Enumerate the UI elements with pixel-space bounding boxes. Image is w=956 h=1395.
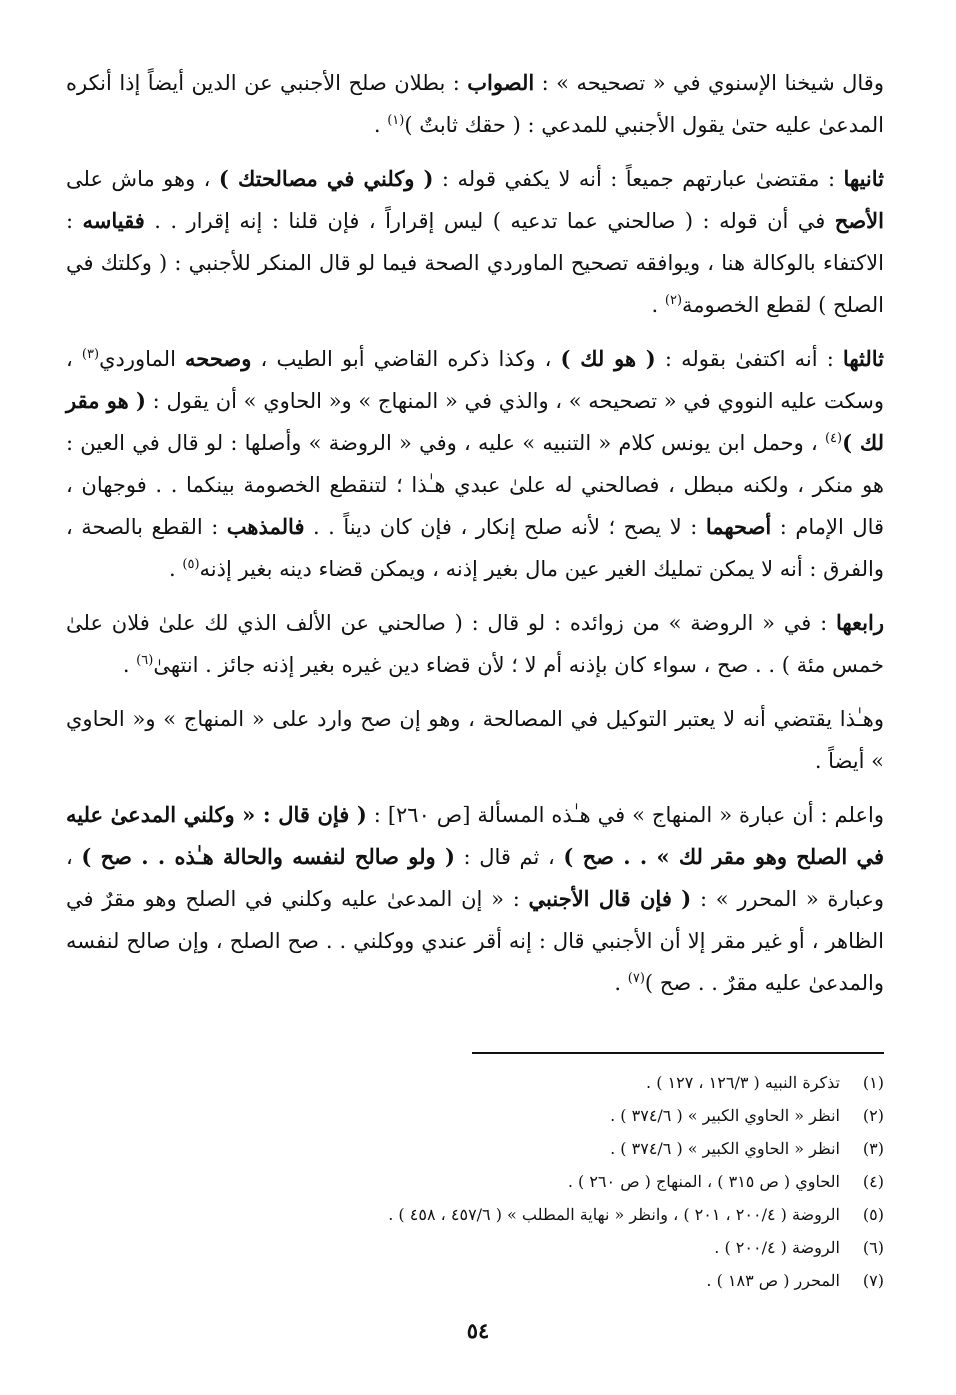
paragraph — [66, 338, 884, 590]
text-run: . — [373, 113, 388, 137]
footnote-number: (٢) — [862, 1106, 884, 1125]
text-run: : في « الروضة » من زوائده : لو قال : ( صالحني عن الألف الذي لك علىٰ فلان علىٰ خمس مئة ) . . صح ، سواء كان بإذنه أم لا ؛ لأن قضاء دين غيره بغير إذنه جائز . انتهىٰ — [66, 611, 884, 677]
bold-text: الصواب — [467, 70, 535, 95]
paragraph — [66, 602, 884, 686]
footnote-number: (٥) — [862, 1205, 884, 1224]
paragraph — [66, 62, 884, 146]
paragraph — [66, 698, 884, 782]
bold-text: الأصح — [834, 208, 884, 233]
bold-text: ثانيها — [843, 166, 885, 191]
bold-text: ( هو لك ) — [560, 346, 656, 371]
footnote-text: الروضة ( ٢٠٠/٤ ) . — [714, 1238, 840, 1257]
text-run: الماوردي — [99, 347, 186, 371]
text-run: ، وعبارة « المحرر » : — [66, 845, 884, 911]
footnote — [66, 1264, 884, 1297]
footnote-text: انظر « الحاوي الكبير » ( ٣٧٤/٦ ) . — [610, 1139, 840, 1158]
bold-text: ( فإن قال : « وكلني المدعىٰ عليه في الصلح وهو مقر لك » . . صح ) — [66, 802, 885, 869]
bold-text: ( فإن قال الأجنبي — [528, 886, 692, 911]
footnote-text: المحرر ( ص ١٨٣ ) . — [706, 1271, 840, 1290]
footnote-number: (٧) — [862, 1271, 884, 1290]
text-run: : الاكتفاء بالوكالة هنا ، ويوافقه تصحيح الماوردي الصحة فيما لو قال المنكر للأجنبي : ( وكلتك في الصلح ) لقطع الخصومة — [66, 209, 884, 317]
bold-text: فالمذهب — [226, 514, 305, 539]
footnote-ref[interactable]: (١) — [387, 113, 405, 128]
footnote-number: (٣) — [862, 1139, 884, 1158]
text-run: ، وكذا ذكره القاضي أبو الطيب ، — [251, 347, 561, 371]
bold-text: فقياسه — [82, 208, 145, 233]
text-run: : بطلان صلح الأجنبي عن الدين أيضاً إذا أنكره المدعىٰ عليه حتىٰ يقول الأجنبي للمدعي : ( حقك ثابتٌ ) — [66, 71, 884, 137]
footnote-ref[interactable]: (٦) — [136, 653, 154, 668]
footnote-ref[interactable]: (٢) — [664, 293, 683, 308]
bold-text: وصححه — [185, 346, 252, 371]
paragraph — [66, 794, 884, 1004]
footnote-separator — [472, 1052, 884, 1054]
text-run: وهـٰذا يقتضي أنه لا يعتبر التوكيل في المصالحة ، وهو إن صح وارد على « المنهاج » و« الحاوي » أيضاً . — [66, 707, 884, 773]
text-run: وقال شيخنا الإسنوي في « تصحيحه » : — [534, 71, 884, 95]
footnote — [66, 1066, 884, 1099]
footnote-number: (٤) — [862, 1172, 884, 1191]
page-number: ٥٤ — [466, 1318, 490, 1343]
text-run: : « إن المدعىٰ عليه وكلني في الصلح وهو مقرٌ في الظاهر ، أو غير مقر إلا أن الأجنبي قال : إنه أقر عندي ووكلني . . صح الصلح ، وإن صالح لنفسه والمدعىٰ عليه مقرٌ . . صح ) — [66, 887, 884, 995]
footnote-ref[interactable]: (٥) — [182, 557, 200, 572]
footnote — [66, 1165, 884, 1198]
footnote-ref[interactable]: (٤) — [824, 431, 843, 446]
footnote-number: (١) — [862, 1073, 884, 1092]
text-run: ، وهو ماش على — [66, 167, 219, 191]
text-run: . — [169, 557, 183, 581]
bold-text: ( هو مقر لك ) — [66, 388, 884, 455]
paragraph — [66, 158, 884, 326]
text-run: . — [614, 971, 628, 995]
footnotes — [66, 1066, 884, 1297]
text-run: واعلم : أن عبارة « المنهاج » في هـٰذه المسألة [ص ٢٦٠] : — [366, 803, 884, 827]
footnote — [66, 1132, 884, 1165]
footnote — [66, 1099, 884, 1132]
bold-text: ثالثها — [842, 346, 884, 371]
bold-text: ( ولو صالح لنفسه والحالة هـٰذه . . صح ) — [81, 844, 455, 869]
text-run: ، ثم قال : — [454, 845, 564, 869]
text-run: . — [122, 653, 137, 677]
text-run: . — [651, 293, 665, 317]
footnote-ref[interactable]: (٣) — [81, 347, 100, 362]
footnote — [66, 1198, 884, 1231]
text-run: في أن قوله : ( صالحني عما تدعيه ) ليس إقراراً ، فإن قلنا : إنه إقرار . . — [144, 209, 835, 233]
footnote — [66, 1231, 884, 1264]
text-run: ، وسكت عليه النووي في « تصحيحه » ، والذي في « المنهاج » و« الحاوي » أن يقول : — [66, 347, 884, 413]
footnote-text: الحاوي ( ص ٣١٥ ) ، المنهاج ( ص ٢٦٠ ) . — [567, 1172, 840, 1191]
text-run: ، وحمل ابن يونس كلام « التنبيه » عليه ، وفي « الروضة » وأصلها : لو قال في العين : هو منكر ، ولكنه مبطل ، فصالحني له علىٰ عبدي هـٰذا ؛ لتنقطع الخصومة بينكما . . فوجهان ، قال الإمام : — [66, 431, 885, 539]
footnote-number: (٦) — [862, 1238, 884, 1257]
bold-text: ( وكلني في مصالحتك ) — [218, 166, 434, 191]
bold-text: أصحهما — [705, 514, 772, 539]
footnote-text: تذكرة النبيه ( ١٢٦/٣ ، ١٢٧ ) . — [646, 1073, 840, 1092]
footnote-text: انظر « الحاوي الكبير » ( ٣٧٤/٦ ) . — [610, 1106, 840, 1125]
text-run: : القطع بالصحة ، والفرق : أنه لا يمكن تمليك الغير عين مال بغير إذنه ، ويمكن قضاء دينه بغير إذنه — [66, 515, 884, 581]
text-run: : مقتضىٰ عبارتهم جميعاً : أنه لا يكفي قوله : — [433, 167, 844, 191]
text-run: : لا يصح ؛ لأنه صلح إنكار ، فإن كان ديناً . . — [304, 515, 706, 539]
footnote-text: الروضة ( ٢٠٠/٤ ، ٢٠١ ) ، وانظر « نهاية المطلب » ( ٤٥٧/٦ ، ٤٥٨ ) . — [388, 1205, 840, 1224]
main-text — [66, 62, 884, 1004]
bold-text: رابعها — [835, 610, 884, 635]
text-run: : أنه اكتفىٰ بقوله : — [655, 347, 843, 371]
footnote-ref[interactable]: (٧) — [627, 971, 645, 986]
